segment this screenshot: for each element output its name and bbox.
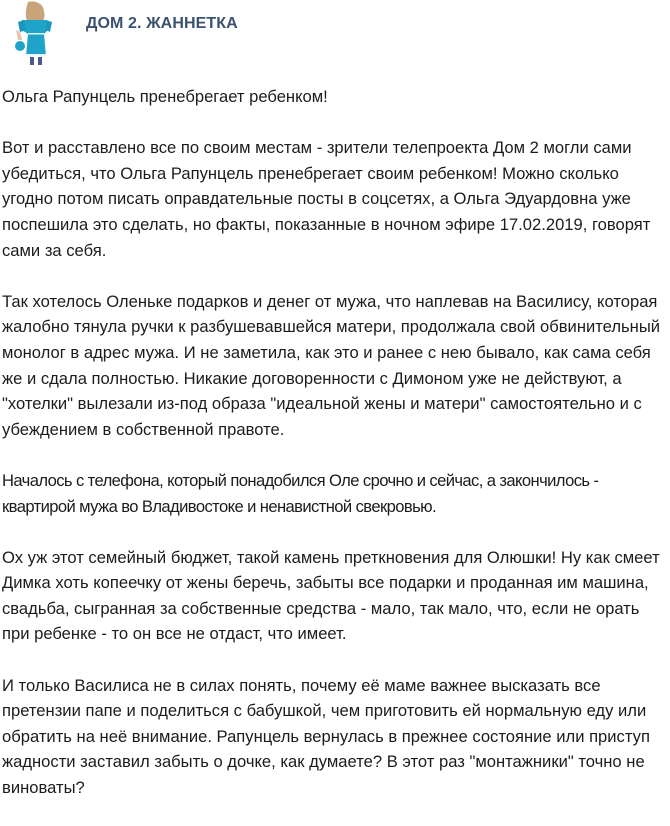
group-avatar[interactable]: [8, 0, 60, 68]
avatar-figure-icon: [8, 0, 60, 68]
post-paragraph: Ох уж этот семейный бюджет, такой камень преткновения для Олюшки! Ну как смеет Димка хоть копеечку от жены беречь, забыты все подарки и проданная им машина, свадьба, сыгранная за собственные средства - мало, так мало, что, если не орать при ребенке - то он все не отдаст, что имеет.: [2, 547, 660, 644]
group-name-link[interactable]: ДОМ 2. ЖАННЕТКА: [86, 15, 238, 32]
post-paragraph: И только Василиса не в силах понять, почему её маме важнее высказать все претензии папе и поделиться с бабушкой, чем приготовить ей нормальную еду или обратить на неё внимание. Рапунцель вернулась в прежнее состояние или приступ жадности заставил забыть о дочке, как думаете? В этот раз "монтажники" точно не виноваты?: [2, 675, 650, 798]
post-body: [2, 84, 668, 826]
post-headline: Ольга Рапунцель пренебрегает ребенком!: [2, 87, 328, 106]
post-paragraph: Началось с телефона, который понадобился Оле срочно и сейчас, а закончилось - квартирой мужа во Владивостоке и ненавистной свекровью.: [2, 470, 599, 516]
post-paragraph: Так хотелось Оленьке подарков и денег от мужа, что наплевав на Василису, которая жалобно тянула ручки к разбушевавшейся матери, продолжала свой обвинительный монолог в адрес мужа. И не заметила, как это и ранее с нею бывало, как сама себя же и сдала полностью. Никакие договоренности с Димоном уже не действуют, а "хотелки" вылезали из-под образа "идеальной жены и матери" самостоятельно и с убеждением в собственной правоте.: [2, 291, 661, 439]
post-header: [0, 0, 670, 70]
post-paragraph: Вот и расставлено все по своим местам - зрители телепроекта Дом 2 могли сами убедиться, что Ольга Рапунцель пренебрегает своим ребенком! Можно сколько угодно потом писать оправдательные посты в соцсетях, а Ольга Эдуардовна уже поспешила это сделать, но факты, показанные в ночном эфире 17.02.2019, говорят сами за себя.: [2, 138, 651, 260]
